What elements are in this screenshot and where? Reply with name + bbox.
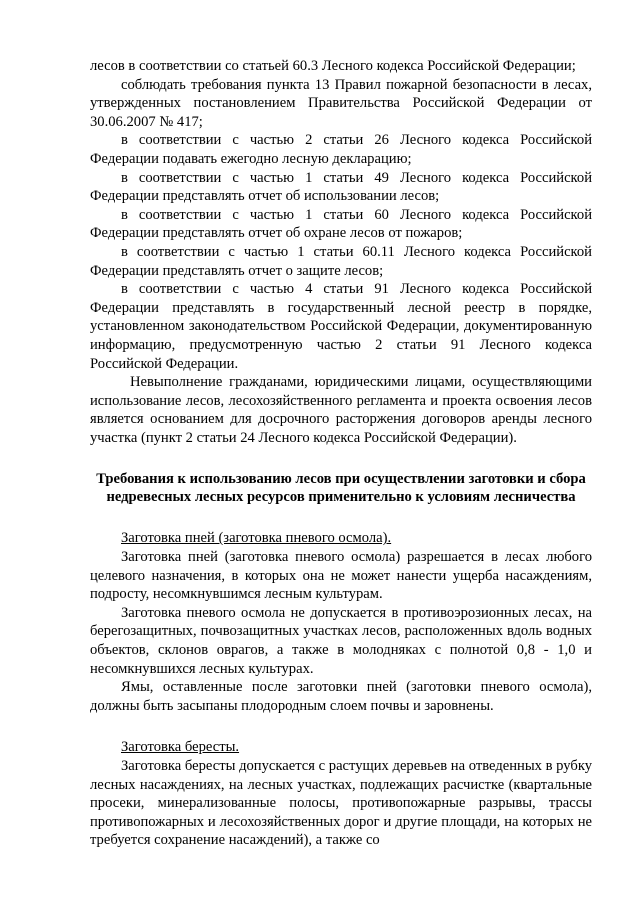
paragraph-stumps-pits: Ямы, оставленные после заготовки пней (заготовки пневого осмола), должны быть засыпаны плодородным слоем почвы и заровнены. xyxy=(90,679,592,714)
paragraph-continuation: лесов в соответствии со статьей 60.3 Лесного кодекса Российской Федерации; xyxy=(90,58,576,74)
paragraph-stumps-prohibited: Заготовка пневого осмола не допускается в противоэрозионных лесах, на берегозащитных, почвозащитных участках лесов, расположенных вдоль водных объектов, склонов оврагов, а также в молодняках с полнотой 0,8 - 1,0 и несомкнувшихся лесных культурах. xyxy=(90,604,592,677)
section-stumps-title: Заготовка пней (заготовка пневого осмола). xyxy=(121,530,392,547)
paragraph-forest-registry: в соответствии с частью 4 статьи 91 Лесного кодекса Российской Федерации представлять в государственный лесной реестр в порядке, установленном законодательством Российской Федерации, документированную информацию, предусмотренную частью 2 статьи 91 Лесного кодекса Российской Федерации. xyxy=(90,281,592,372)
section-bark xyxy=(90,738,592,850)
paragraph-non-compliance: Невыполнение гражданами, юридическими лицами, осуществляющими использование лесов, лесохозяйственного регламента и проекта освоения лесов является основанием для досрочного расторжения договоров аренды лесного участка (пункт 2 статьи 24 Лесного кодекса Российской Федерации). xyxy=(90,374,592,446)
paragraph-fire-report: в соответствии с частью 1 статьи 60 Лесного кодекса Российской Федерации представлять отчет об охране лесов от пожаров; xyxy=(90,206,592,242)
paragraph-stumps-allowed: Заготовка пней (заготовка пневого осмола) разрешается в лесах любого целевого назначения, в которых она не может нанести ущерба насаждениям, подросту, несомкнувшимся лесным культурам. xyxy=(90,549,592,603)
paragraph-usage-report: в соответствии с частью 1 статьи 49 Лесного кодекса Российской Федерации представлять отчет об использовании лесов; xyxy=(90,169,592,205)
section-heading: Требования к использованию лесов при осуществлении заготовки и сбора недревесных лесных ресурсов применительно к условиям лесничества xyxy=(96,471,586,506)
section-stumps xyxy=(90,529,592,715)
section-bark-title: Заготовка бересты. xyxy=(121,739,240,756)
paragraph-bark-allowed: Заготовка бересты допускается с растущих деревьев на отведенных в рубку лесных насаждениях, на лесных участках, подлежащих расчистке (квартальные просеки, минерализованные полосы, противопожарные разрывы, трассы противопожарных и лесохозяйственных дорог и другие площади, на которых не требуется сохранение насаждений), а также со xyxy=(90,758,592,849)
paragraph-fire-safety: соблюдать требования пункта 13 Правил пожарной безопасности в лесах, утвержденных постановлением Правительства Российской Федерации от 30.06.2007 № 417; xyxy=(90,76,592,130)
paragraph-declaration: в соответствии с частью 2 статьи 26 Лесного кодекса Российской Федерации подавать ежегодно лесную декларацию; xyxy=(90,132,592,167)
paragraph-protection-report: в соответствии с частью 1 статьи 60.11 Лесного кодекса Российской Федерации представлять отчет о защите лесов; xyxy=(90,243,592,279)
